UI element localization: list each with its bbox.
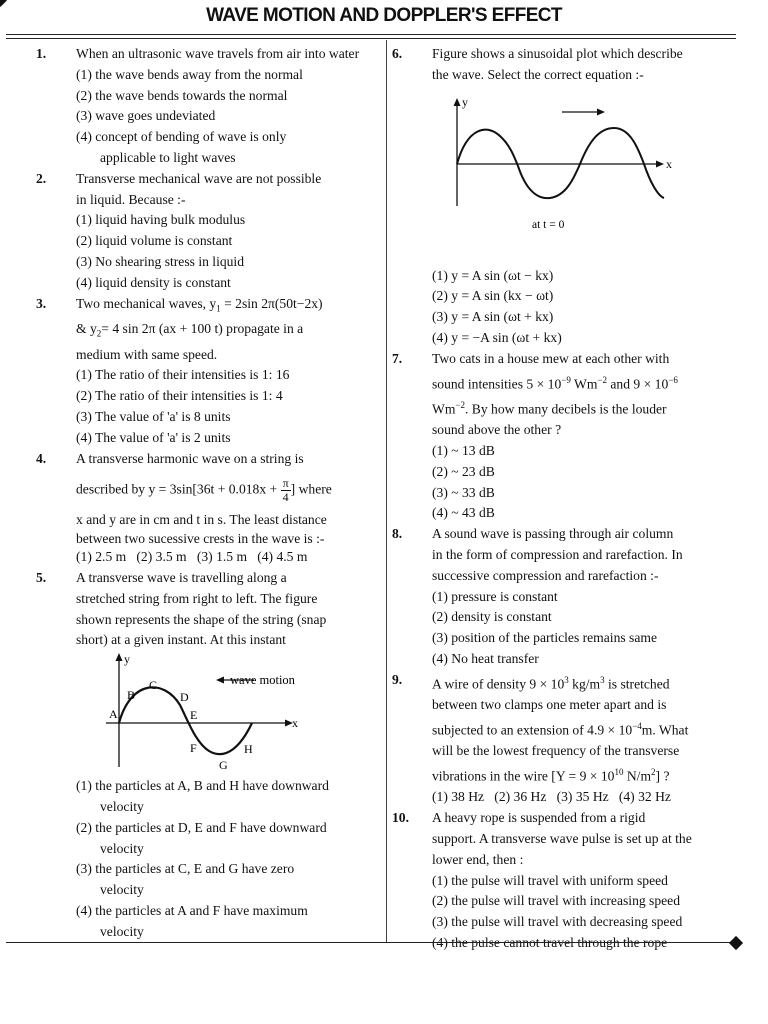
equation-text: ] where	[290, 482, 332, 497]
question-stem: stretched string from right to left. The figure	[76, 590, 318, 606]
question-stem: shown represents the shape of the string (snap	[76, 611, 327, 627]
question-stem: x and y are in cm and t in s. The least distance	[76, 512, 327, 528]
question-stem: will be the lowest frequency of the transverse	[432, 743, 680, 759]
question-7	[392, 349, 737, 524]
point-label-h: H	[244, 742, 253, 757]
question-number: 6.	[392, 46, 403, 61]
option-continuation: velocity	[100, 798, 144, 814]
option: (1) pressure is constant	[432, 588, 558, 604]
question-number: 1.	[36, 46, 47, 61]
question-number: 5.	[36, 569, 47, 585]
bottom-rule	[6, 942, 736, 943]
option: (2) density is constant	[432, 609, 552, 625]
option: (4) the pulse cannot travel through the rope	[432, 934, 668, 950]
column-divider	[386, 40, 387, 942]
question-stem: A heavy rope is suspended from a rigid	[432, 810, 646, 826]
x-axis-label: x	[292, 716, 298, 731]
question-stem: A transverse wave is travelling along a	[76, 569, 287, 585]
string-wave-figure	[76, 651, 376, 776]
option: (4) ~ 43 dB	[432, 505, 495, 521]
fraction-denominator: 4	[282, 490, 289, 505]
option: (3) y = A sin (ωt + kx)	[432, 309, 554, 325]
question-stem: medium with same speed.	[76, 346, 218, 362]
option: (1) ~ 13 dB	[432, 443, 495, 459]
point-label-d: D	[180, 690, 189, 705]
page-title: WAVE MOTION AND DOPPLER'S EFFECT	[206, 5, 562, 26]
question-number: 4.	[36, 450, 47, 466]
x-axis-arrowhead	[656, 160, 664, 167]
question-stem: Transverse mechanical wave are not possible	[76, 170, 322, 186]
wave-motion-arrowhead	[216, 677, 224, 684]
question-number: 9.	[392, 671, 403, 687]
question-stem: subjected to an extension of $4.9 \times 10^{-4}m$. What	[432, 720, 689, 738]
y-axis-label: y	[124, 652, 130, 667]
question-1	[36, 44, 376, 169]
propagation-arrowhead	[597, 108, 605, 115]
question-stem-equation	[76, 477, 376, 504]
pi-over-4-fraction	[281, 477, 291, 504]
option-continuation: velocity	[100, 923, 144, 939]
point-label-a: A	[109, 707, 118, 722]
options-inline: (1) 2.5 m (2) 3.5 m (3) 1.5 m (4) 4.5 m	[76, 549, 308, 565]
equation-text: described by y = 3sin[36t + 0.018x +	[76, 482, 281, 497]
question-stem: support. A transverse wave pulse is set up at the	[432, 830, 692, 846]
question-stem: Two mechanical waves, $y_1 = 2\sin$ 2π(50t−2x)	[76, 295, 323, 314]
x-axis-label: x	[666, 156, 672, 171]
question-4	[36, 449, 376, 568]
point-label-e: E	[190, 708, 198, 723]
wave-motion-label: wave motion	[230, 673, 295, 688]
title-rule	[6, 34, 736, 35]
question-5	[36, 568, 376, 943]
option-continuation: applicable to light waves	[100, 149, 236, 165]
question-stem: $Wm^{-2}$. By how many decibels is the louder	[432, 399, 667, 417]
question-stem: A wire of density $9 \times 10^3$ $kg/m^3$ is stretched	[432, 674, 670, 692]
option: (4) No heat transfer	[432, 651, 539, 666]
option: (3) ~ 33 dB	[432, 484, 495, 500]
question-stem: short) at a given instant. At this instant	[76, 632, 286, 648]
option: (3) the particles at C, E and G have zero	[76, 861, 295, 877]
point-label-f: F	[190, 741, 197, 756]
option: (3) The value of 'a' is 8 units	[76, 408, 231, 424]
option: (2) the pulse will travel with increasing speed	[432, 893, 681, 909]
sinusoidal-plot-figure	[432, 86, 732, 266]
option: (1) the wave bends away from the normal	[76, 66, 303, 82]
question-stem: & $y_2= 4$ sin 2π (ax + 100 t) propagate in a	[76, 321, 304, 339]
option: (2) liquid volume is constant	[76, 233, 233, 249]
option: (3) position of the particles remains same	[432, 630, 657, 646]
question-stem: between two clamps one meter apart and is	[432, 697, 667, 713]
question-8	[392, 524, 737, 670]
question-number: 8.	[392, 526, 403, 542]
question-stem: A sound wave is passing through air column	[432, 526, 674, 542]
question-stem: Two cats in a house mew at each other with	[432, 350, 670, 366]
left-column	[36, 44, 376, 943]
option-continuation: velocity	[100, 840, 144, 856]
option: (1) The ratio of their intensities is 1: 16	[76, 367, 290, 383]
option: (4) y = −A sin (ωt + kx)	[432, 329, 562, 345]
question-stem: in the form of compression and rarefaction. In	[432, 547, 683, 563]
question-stem: sound intensities $5 \times 10^{-9}$ $Wm^{-2}$ and $9 \times 10^{-6}$	[432, 374, 678, 392]
subtitle-rule	[6, 38, 736, 39]
question-number: 3.	[36, 295, 47, 311]
option: (3) wave goes undeviated	[76, 108, 216, 124]
option: (4) concept of bending of wave is only	[76, 129, 287, 145]
option: (2) the particles at D, E and F have downward	[76, 819, 327, 835]
question-stem: When an ultrasonic wave travels from air into water	[76, 46, 360, 61]
option-continuation: velocity	[100, 882, 144, 898]
question-6	[392, 44, 737, 349]
question-10	[392, 808, 737, 954]
question-stem: successive compression and rarefaction :-	[432, 567, 659, 583]
question-stem: lower end, then :	[432, 851, 524, 867]
question-stem: vibrations in the wire [$Y = 9 \times 10^{10}$ $N/m^2$] ?	[432, 767, 670, 784]
option: (4) the particles at A and F have maximum	[76, 902, 308, 918]
option: (3) No shearing stress in liquid	[76, 253, 245, 269]
point-label-c: C	[149, 678, 158, 693]
question-number: 2.	[36, 170, 47, 186]
option: (1) liquid having bulk modulus	[76, 212, 246, 228]
question-number: 10.	[392, 810, 409, 826]
fraction-numerator: π	[282, 476, 289, 491]
question-stem: Figure shows a sinusoidal plot which describe	[432, 46, 683, 61]
figure-caption: at t = 0	[532, 218, 565, 231]
point-label-g: G	[219, 758, 228, 773]
question-3	[36, 294, 376, 449]
option: (3) the pulse will travel with decreasing speed	[432, 914, 683, 930]
y-axis-arrowhead	[454, 98, 461, 106]
question-number: 7.	[392, 350, 403, 366]
option: (1) the particles at A, B and H have downward	[76, 778, 329, 794]
option: (2) The ratio of their intensities is 1: 4	[76, 388, 283, 404]
question-stem: A transverse harmonic wave on a string is	[76, 450, 304, 466]
option: (2) the wave bends towards the normal	[76, 87, 288, 103]
options-inline: (1) 38 Hz (2) 36 Hz (3) 35 Hz (4) 32 Hz	[432, 789, 671, 805]
option: (2) y = A sin (kx − ωt)	[432, 288, 554, 304]
option: (2) ~ 23 dB	[432, 463, 495, 479]
y-axis-label: y	[462, 94, 468, 109]
question-stem: the wave. Select the correct equation :-	[432, 66, 644, 82]
question-stem: in liquid. Because :-	[76, 191, 186, 207]
option: (4) The value of 'a' is 2 units	[76, 429, 231, 445]
y-axis-arrowhead	[116, 653, 123, 661]
point-label-b: B	[127, 688, 136, 703]
question-9	[392, 670, 737, 808]
right-column	[392, 44, 737, 954]
option: (1) y = A sin (ωt − kx)	[432, 267, 554, 283]
sine-curve	[457, 128, 664, 198]
question-stem: sound above the other ?	[432, 422, 562, 438]
option: (4) liquid density is constant	[76, 274, 231, 290]
option: (1) the pulse will travel with uniform speed	[432, 872, 668, 888]
question-2	[36, 169, 376, 294]
question-stem: between two sucessive crests in the wave is :-	[76, 531, 325, 547]
